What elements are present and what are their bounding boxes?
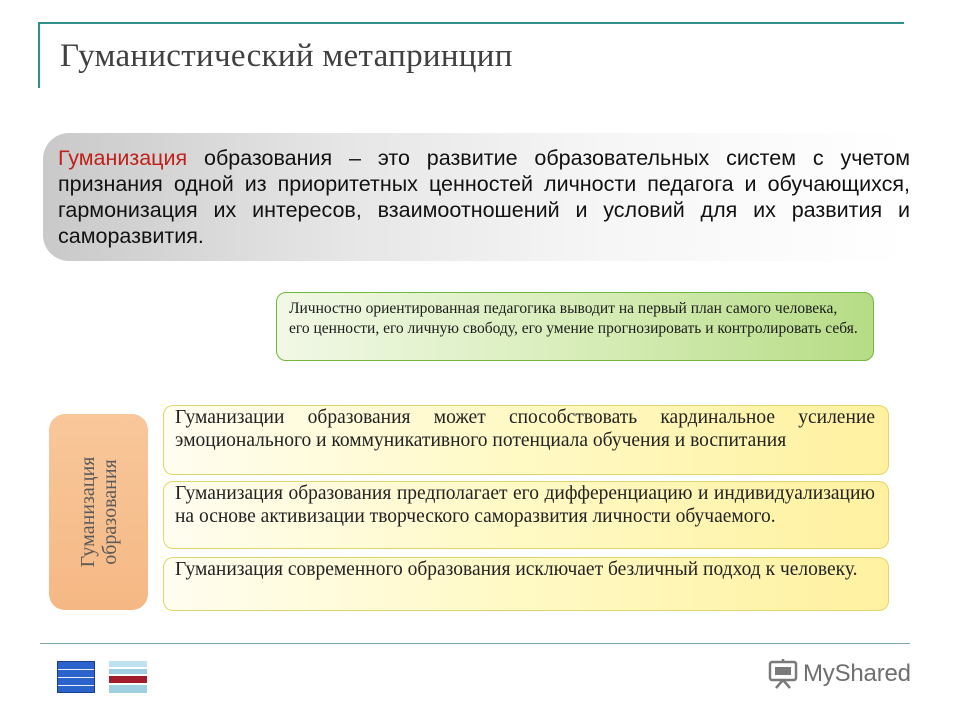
side-label-line2: образования (98, 459, 121, 565)
slide-title: Гуманистический метапринцип (60, 38, 513, 74)
point-text-3: Гуманизация современного образования исключает безличный подход к человеку. (175, 559, 858, 580)
point-text-2: Гуманизация образования предполагает его дифференциацию и индивидуализацию на основе активизации творческого саморазвития личности обучаемого. (175, 483, 875, 527)
nav-button-striped[interactable] (109, 661, 147, 693)
side-label (77, 457, 121, 568)
personality-oriented-note (276, 292, 874, 361)
point-box-3 (163, 557, 889, 611)
nav-button-blue[interactable] (57, 661, 95, 693)
logo-text: MyShared (803, 660, 911, 687)
definition-term: Гуманизация (58, 146, 188, 170)
definition-box (43, 133, 909, 261)
personality-oriented-note-text: Личностно ориентированная педагогика выводит на первый план самого человека, его ценности, его личную свободу, его умение прогнозировать и контролировать себя. (289, 300, 858, 337)
definition-body: образования – это развитие образовательных систем с учетом признания одной из приоритетных ценностей личности педагога и обучающихся, гармонизация их интересов, взаимоотношений и условий для их развития и саморазвития. (58, 146, 910, 248)
point-box-1 (163, 405, 889, 475)
myshared-logo[interactable] (767, 657, 911, 691)
footer-divider (40, 643, 910, 644)
title-frame-top-line (38, 22, 904, 24)
presentation-board-icon (767, 659, 799, 689)
point-box-2 (163, 481, 889, 549)
definition-text (58, 145, 910, 249)
point-text-1: Гуманизации образования может способствовать кардинальное усиление эмоционального и коммуникативного потенциала обучения и воспитания (175, 407, 875, 451)
side-label-line1: Гуманизация (76, 456, 99, 568)
side-label-box (49, 414, 148, 610)
title-frame-left-line (38, 22, 40, 88)
